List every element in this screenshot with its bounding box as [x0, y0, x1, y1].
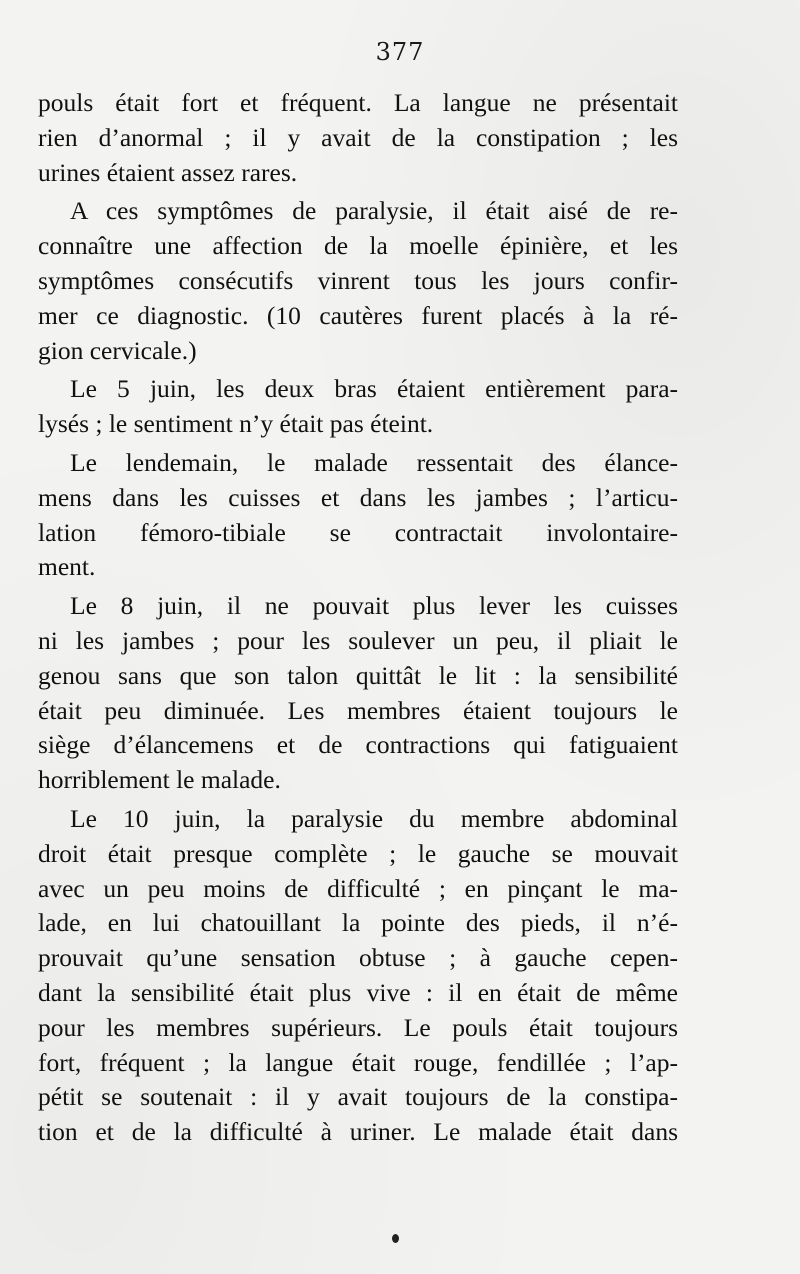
text-line: Le lendemain, le malade ressentait des élance- [70, 447, 678, 477]
text-line: dant la sensibilité était plus vive : il en était de même [38, 977, 678, 1007]
text-line: symptômes consécutifs vinrent tous les jours confir- [38, 265, 678, 295]
paragraph [38, 372, 678, 442]
text-line: prouvait qu’une sensation obtuse ; à gauche cepen- [38, 943, 678, 973]
text-line: rien d’anormal ; il y avait de la constipation ; les [38, 122, 678, 152]
text-line: lysés ; le sentiment n’y était pas éteint. [38, 409, 434, 439]
text-line: mer ce diagnostic. (10 cautères furent placés à la ré- [38, 300, 678, 330]
text-line: horriblement le malade. [38, 765, 281, 795]
text-line: Le 5 juin, les deux bras étaient entièrement para- [70, 374, 678, 404]
body-text [38, 86, 678, 1150]
text-line: gion cervicale.) [38, 335, 197, 365]
text-line: pour les membres supérieurs. Le pouls était toujours [38, 1012, 678, 1042]
page-number: 377 [375, 38, 425, 66]
text-line: lade, en lui chatouillant la pointe des pieds, il n’é- [38, 908, 678, 938]
text-line: siège d’élancemens et de contractions qui fatiguaient [38, 730, 678, 760]
text-line: urines étaient assez rares. [38, 157, 298, 187]
paragraph [38, 802, 678, 1150]
paragraph [38, 446, 678, 585]
text-line: A ces symptômes de paralysie, il était aisé de re- [70, 196, 678, 226]
text-line: avec un peu moins de difficulté ; en pinçant le ma- [38, 873, 678, 903]
text-line: mens dans les cuisses et dans les jambes ; l’articu- [38, 482, 678, 512]
text-line: ment. [38, 552, 96, 582]
text-line: ni les jambes ; pour les soulever un peu, il pliait le [38, 625, 678, 655]
printer-mark [392, 1234, 399, 1243]
paragraph [38, 86, 678, 190]
text-line: lation fémoro-tibiale se contractait involontaire- [38, 517, 678, 547]
text-line: Le 10 juin, la paralysie du membre abdominal [70, 803, 678, 833]
paragraph [38, 589, 678, 798]
paragraph [38, 194, 678, 368]
text-line: Le 8 juin, il ne pouvait plus lever les cuisses [70, 591, 678, 621]
text-line: tion et de la difficulté à uriner. Le malade était dans [38, 1117, 678, 1147]
text-line: droit était presque complète ; le gauche se mouvait [38, 838, 678, 868]
text-line: était peu diminuée. Les membres étaient toujours le [38, 695, 678, 725]
text-line: pétit se soutenait : il y avait toujours de la constipa- [38, 1082, 678, 1112]
text-line: fort, fréquent ; la langue était rouge, fendillée ; l’ap- [38, 1047, 678, 1077]
text-line: genou sans que son talon quittât le lit : la sensibilité [38, 660, 678, 690]
text-line: connaître une affection de la moelle épinière, et les [38, 231, 678, 261]
text-line: pouls était fort et fréquent. La langue ne présentait [38, 88, 678, 117]
